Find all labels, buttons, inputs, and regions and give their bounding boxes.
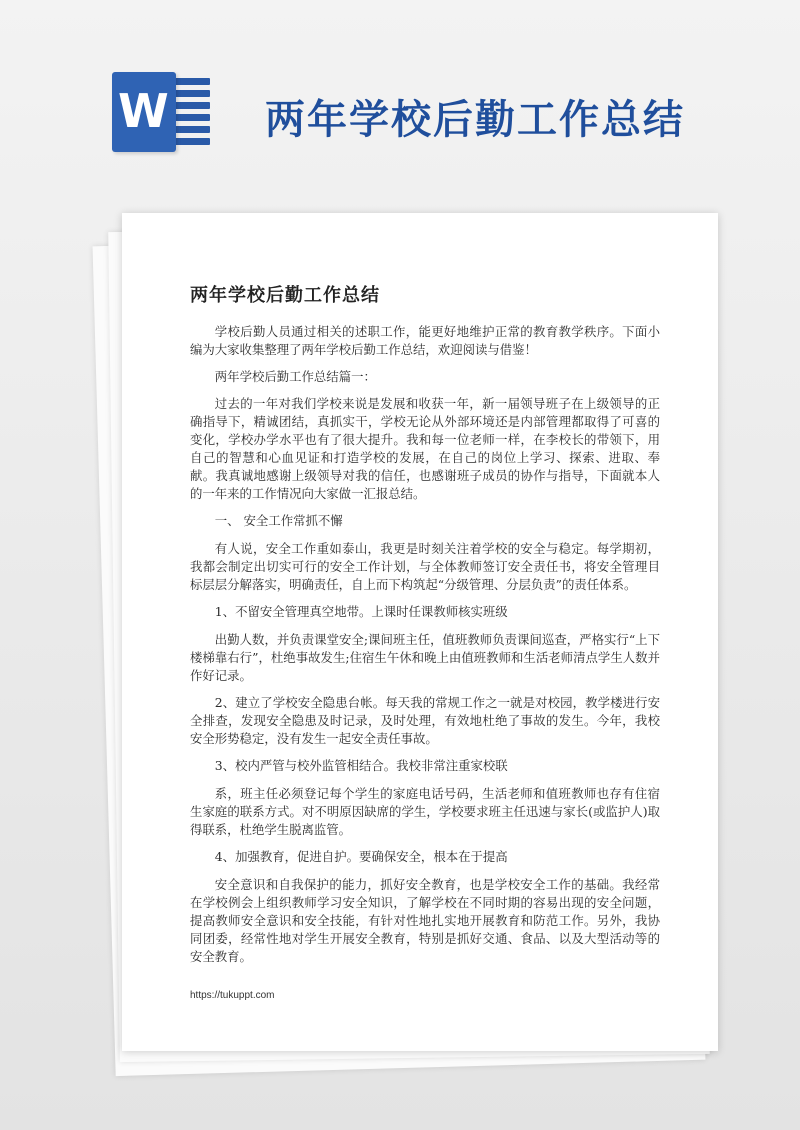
- paragraph: 学校后勤人员通过相关的述职工作，能更好地维护正常的教育教学秩序。下面小编为大家收集整理了两年学校后勤工作总结，欢迎阅读与借鉴！: [190, 324, 660, 357]
- paragraph: 系，班主任必须登记每个学生的家庭电话号码，生活老师和值班教师也存有住宿生家庭的联系方式。对不明原因缺席的学生，学校要求班主任迅速与家长(或监护人)取得联系，杜绝学生脱离监管。: [190, 786, 660, 837]
- list-item-heading: 3、校内严管与校外监管相结合。我校非常注重家校联: [214, 758, 508, 773]
- word-logo-letter: W: [118, 84, 169, 138]
- document-title: 两年学校后勤工作总结: [190, 285, 380, 306]
- document-page: [122, 213, 718, 1051]
- list-item-heading: 1、不留安全管理真空地带。上课时任课教师核实班级: [214, 604, 508, 619]
- banner-title: 两年学校后勤工作总结: [265, 97, 685, 143]
- paragraph: 过去的一年对我们学校来说是发展和收获一年，新一届领导班子在上级领导的正确指导下，精诚团结，真抓实干，学校无论从外部环境还是内部管理都取得了可喜的变化，学校办学水平也有了很大提升。我和每一位老师一样，在李校长的带领下，用自己的智慧和心血见证和打造学校的发展，在自己的岗位上学习、探索、进取、奉献。我真诚地感谢上级领导对我的信任，也感谢班子成员的协作与指导，下面就本人的一年来的工作情况向大家做一汇报总结。: [190, 396, 660, 501]
- list-item-heading: 4、加强教育，促进自护。要确保安全，根本在于提高: [214, 849, 508, 864]
- word-document-icon: [112, 72, 176, 152]
- paragraph: 出勤人数，并负责课堂安全;课间班主任，值班教师负责课间巡查，严格实行“上下楼梯靠右行”，杜绝事故发生;住宿生午休和晚上由值班教师和生活老师清点学生人数并作好记录。: [190, 632, 660, 683]
- paragraph: 两年学校后勤工作总结篇一：: [214, 369, 376, 384]
- paragraph: 2、建立了学校安全隐患台帐。每天我的常规工作之一就是对校园，教学楼进行安全排查，发现安全隐患及时记录，及时处理，有效地杜绝了事故的发生。今年，我校安全形势稳定，没有发生一起安全责任事故。: [190, 695, 660, 746]
- paragraph: 有人说，安全工作重如泰山，我更是时刻关注着学校的安全与稳定。每学期初，我都会制定出切实可行的安全工作计划，与全体教师签订安全责任书，将安全管理目标层层分解落实，明确责任，自上而下构筑起“分级管理、分层负责”的责任体系。: [190, 541, 660, 592]
- paragraph: 安全意识和自我保护的能力，抓好安全教育，也是学校安全工作的基础。我经常在学校例会上组织教师学习安全知识，了解学校在不同时期的容易出现的安全问题，提高教师安全意识和安全技能，有针对性地扎实地开展教育和防范工作。另外，我协同团委，经常性地对学生开展安全教育，特别是抓好交通、食品、以及大型活动等的安全教育。: [190, 877, 660, 964]
- section-heading: 一、 安全工作常抓不懈: [214, 513, 343, 528]
- word-logo: [112, 72, 212, 152]
- document-body: [190, 323, 660, 975]
- footer-url: https://tukuppt.com: [190, 990, 275, 1001]
